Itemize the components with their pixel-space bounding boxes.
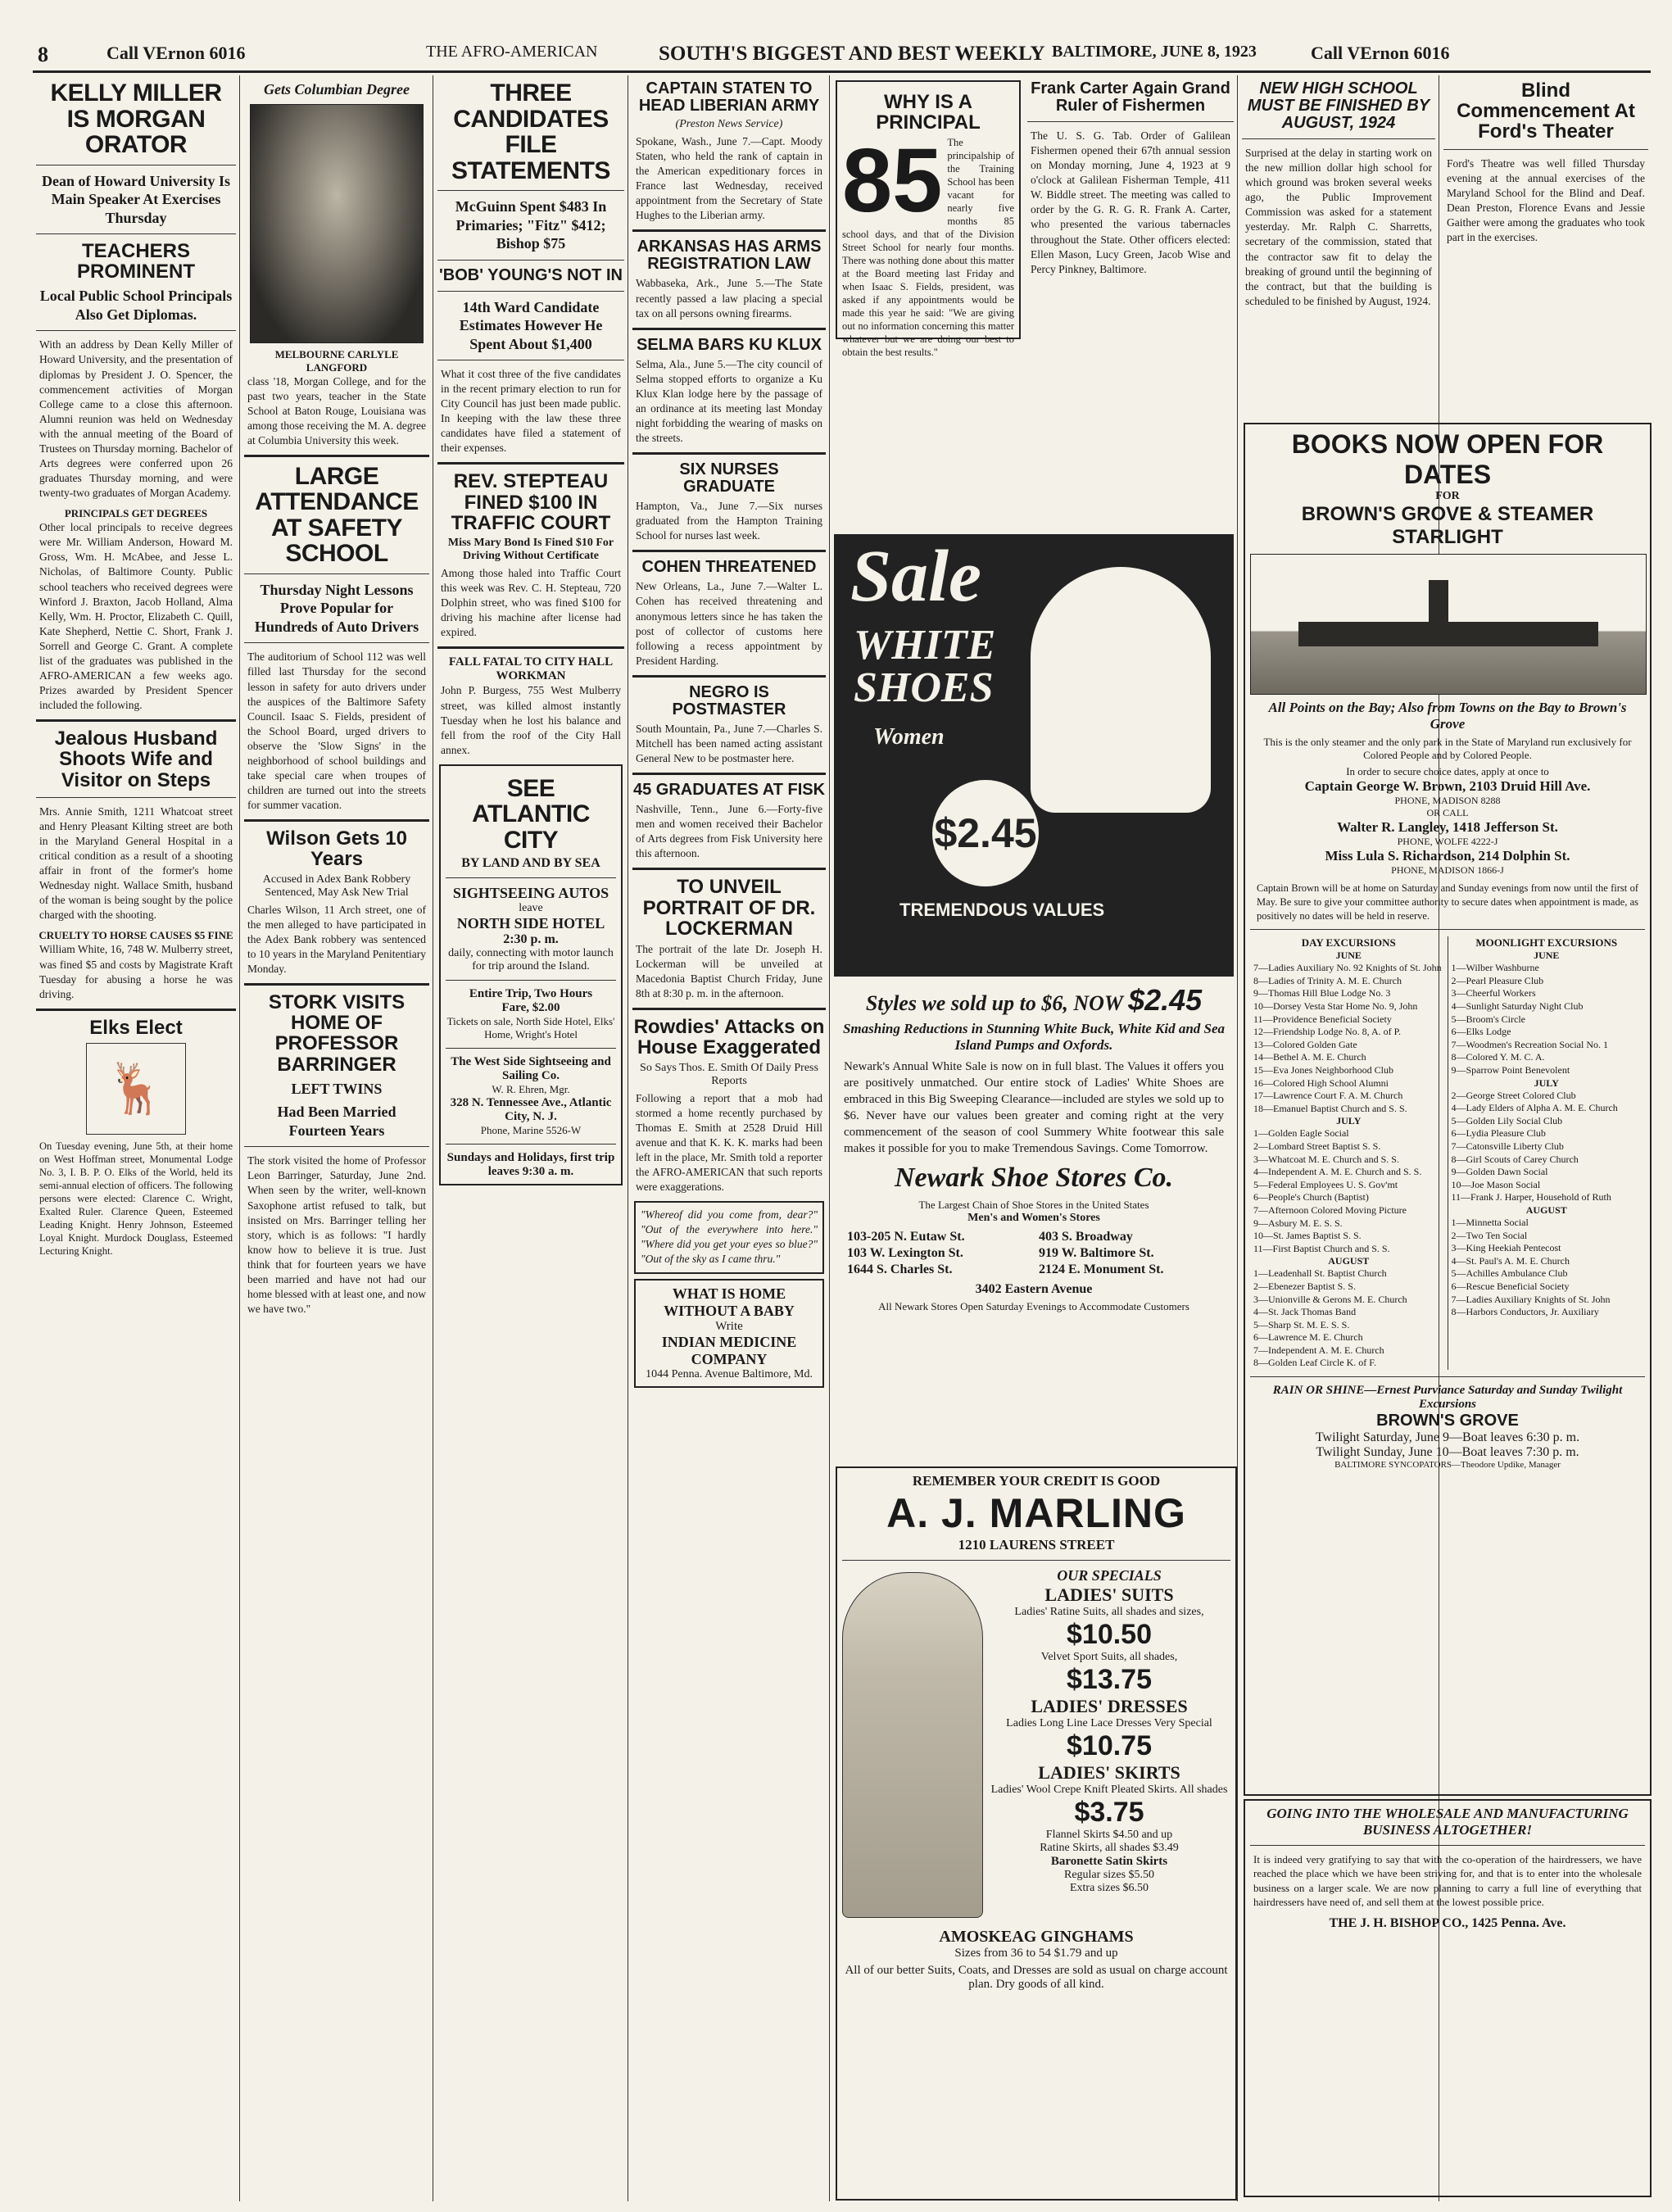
- column-rule: [1237, 75, 1238, 2201]
- home-address: 1044 Penna. Avenue Baltimore, Md.: [646, 1367, 813, 1380]
- day-june-list: [1253, 962, 1444, 1115]
- store-location-eastern: 3402 Eastern Avenue: [975, 1281, 1093, 1296]
- contact-langley: Walter R. Langley, 1418 Jefferson St.: [1337, 819, 1558, 835]
- day-excursions-head: DAY EXCURSIONS: [1301, 936, 1396, 950]
- excursion-entry: 4—St. Jack Thomas Band: [1253, 1306, 1357, 1318]
- moon-june-list: [1452, 962, 1643, 1077]
- dateline: BALTIMORE, JUNE 8, 1923: [1052, 43, 1257, 61]
- marling-price-skirts: $3.75: [1074, 1797, 1144, 1828]
- excursion-entry: 2—Lombard Street Baptist S. S.: [1253, 1140, 1381, 1152]
- store-location: 103 W. Lexington St.: [847, 1245, 963, 1260]
- husband-article: Mrs. Annie Smith, 1211 Whatcoat street and Henry Pleasant Kilting street are both in the Maryland General Hospital in a critical condition as a result of a shooting affair in front of the former's home Wednesday night. Wallace Smith, husband of the woman is being sought by the police charged with the shooting.: [39, 805, 233, 922]
- rain-grove: BROWN'S GROVE: [1376, 1412, 1519, 1430]
- books-secure: In order to secure choice dates, apply at once to: [1346, 765, 1549, 777]
- kelly-headline: KELLY MILLER IS MORGAN ORATOR: [50, 79, 222, 158]
- stork-headline: STORK VISITS HOME OF PROFESSOR BARRINGER: [268, 991, 406, 1076]
- shoe-reductions: Smashing Reductions in Stunning White Buck, White Kid and Sea Island Pumps and Oxfords.: [842, 1021, 1226, 1053]
- column-4: [632, 75, 826, 2205]
- shoe-chain-note: The Largest Chain of Shoe Stores in the United States: [918, 1198, 1149, 1211]
- three-candidates-subhead: McGuinn Spent $483 In Primaries; "Fitz" $412; Bishop $75: [455, 198, 607, 252]
- browns-grove-ad: [1244, 423, 1652, 1796]
- marling-sizes: Sizes from 36 to 54 $1.79 and up: [954, 1947, 1118, 1960]
- excursion-entry: 5—Achilles Ambulance Club: [1451, 1267, 1568, 1280]
- column-2: [244, 75, 429, 2205]
- elk-emblem-icon: 🦌: [86, 1043, 186, 1135]
- langford-portrait: [250, 104, 424, 343]
- stepteau-article: Among those haled into Traffic Court this week was Rev. C. H. Stepteau, 720 Dolphin street, who was fined $100 for driving his machine after license had expired.: [441, 567, 621, 639]
- shoe-styles-tag: [834, 983, 1234, 1018]
- excursion-entry: 8—Colored Y. M. C. A.: [1451, 1051, 1545, 1063]
- sightseeing-autos: SIGHTSEEING AUTOS: [452, 885, 609, 902]
- contact-brown: Captain George W. Brown, 2103 Druid Hill Ave.: [1304, 778, 1591, 794]
- blind-commencement-headline: Blind Commencement At Ford's Theater: [1457, 79, 1635, 143]
- page-number: 8: [38, 43, 48, 66]
- safety-article: The auditorium of School 112 was well filled last Thursday for the second lesson in safety for auto drivers under the auspices of the Baltimore Safety Council. Isaac S. Fields, president of the School Board, urged drivers to observe the 'Slow Signs' in the neighborhood of school buildings and take special care when troupes of children are turned out into the streets for summer vacation.: [247, 650, 426, 812]
- excursion-entry: 6—Elks Lodge: [1451, 1026, 1511, 1038]
- arkansas-article: Wabbaseka, Ark., June 5.—The State recently passed a law placing a special tax on all persons owning firearms.: [636, 277, 822, 320]
- newark-store-name: Newark Shoe Stores Co.: [894, 1162, 1174, 1193]
- new-high-school-article: Surprised at the delay in starting work on the new million dollar high school for which ground was broken several weeks ago, the Public Improvement Commission was asked for a statement yesterday. Mr. Ralph C. Sharretts, secretary of the commission, stated that the contractor saw fit to delay the breaking of ground until the beginning of the contract, but that the building is scheduled to be finished by August, 1924.: [1245, 147, 1432, 307]
- browns-grove-name: BROWN'S GROVE & STEAMER STARLIGHT: [1301, 503, 1594, 548]
- excursion-entry: 1—Minnetta Social: [1451, 1216, 1529, 1228]
- contact-richardson: Miss Lula S. Richardson, 214 Dolphin St.: [1325, 848, 1570, 863]
- excursion-entry: 9—Sparrow Point Benevolent: [1451, 1064, 1570, 1076]
- selma-headline: SELMA BARS KU KLUX: [637, 335, 822, 354]
- excursion-entry: 3—Cheerful Workers: [1451, 987, 1536, 999]
- stork-subhead-married: Had Been Married Fourteen Years: [277, 1104, 396, 1139]
- phone-right: Call VErnon 6016: [1311, 43, 1450, 63]
- home-write: Write: [715, 1319, 743, 1333]
- three-candidates-headline: THREE CANDIDATES FILE STATEMENTS: [451, 79, 610, 184]
- day-july-head: JULY: [1336, 1115, 1362, 1127]
- bishop-firm: THE J. H. BISHOP CO., 1425 Penna. Ave.: [1329, 1915, 1566, 1930]
- cruelty-article: William White, 16, 748 W. Mulberry street, was fined $5 and costs by Magistrate Kraft Tuesday for abusing a horse he was driving.: [39, 943, 233, 1000]
- poem-box: [634, 1201, 824, 1273]
- stork-article: The stork visited the home of Professor Leon Barringer, Saturday, June 2nd. When seen by the writer, well-known Saxophone artist refused to talk, but insisted on Mrs. Barringer telling her story, which is as follows: "I hardly know how to believe it is true. Just think that for fourteen years we have been married and have not had our home blessed with at least one, and now we have two.": [247, 1154, 426, 1316]
- moon-august-list: [1452, 1217, 1643, 1319]
- young-headline: 'BOB' YOUNG'S NOT IN: [439, 265, 623, 284]
- excursion-entry: 10—St. James Baptist S. S.: [1253, 1230, 1362, 1242]
- marling-baronette: Baronette Satin Skirts: [1050, 1855, 1168, 1868]
- excursion-entry: 11—Frank J. Harper, Household of Ruth: [1451, 1191, 1611, 1203]
- marling-skirts: LADIES' SKIRTS: [1038, 1762, 1180, 1783]
- marling-suits-desc: Ladies' Ratine Suits, all shades and sizes,: [1014, 1606, 1204, 1618]
- shoe-women-word: Women: [873, 724, 945, 750]
- contact-langley-phone: PHONE, WOLFE 4222-J: [1397, 836, 1498, 847]
- fashion-illustration: [842, 1572, 983, 1918]
- kelly-article: With an address by Dean Kelly Miller of Howard University, and the presentation of diplomas by President J. O. Spencer, the commencement activities of Morgan College came to a close this afternoon. Alumni reunion was held on Wednesday with the annual meeting of the Board of Trustees on Thursday morning. Bachelor of Arts degrees were conferred upon 26 graduates Thursday morning, and were twenty-two graduates of Morgan Academy.: [39, 338, 233, 500]
- shoe-price-badge: $2.45: [932, 780, 1039, 886]
- marling-skirts-desc: Ladies' Wool Crepe Knift Pleated Skirts. All shades: [990, 1784, 1228, 1796]
- bishop-ad: [1244, 1799, 1652, 2197]
- books-headline: BOOKS NOW OPEN FOR DATES: [1291, 429, 1604, 489]
- tickets-on-sale: Tickets on sale, North Side Hotel, Elks' Home, Wright's Hotel: [446, 1015, 615, 1041]
- marling-specials: OUR SPECIALS: [1057, 1567, 1162, 1584]
- excursion-entry: 2—George Street Colored Club: [1451, 1089, 1576, 1101]
- kelly-subhead: Dean of Howard University Is Main Speaker At Exercises Thursday: [42, 172, 230, 226]
- safety-headline: LARGE ATTENDANCE AT SAFETY SCHOOL: [255, 462, 419, 568]
- captain-staten-headline: CAPTAIN STATEN TO HEAD LIBERIAN ARMY: [638, 79, 820, 115]
- marling-price-velvet: $13.75: [1067, 1664, 1152, 1695]
- excursion-entry: 9—Asbury M. E. S. S.: [1253, 1217, 1343, 1229]
- cruelty-headline: CRUELTY TO HORSE CAUSES $5 FINE: [39, 929, 233, 942]
- books-for: FOR: [1435, 490, 1460, 502]
- day-july-list: [1253, 1127, 1444, 1255]
- safety-subhead: Thursday Night Lessons Prove Popular for Hundreds of Auto Drivers: [254, 581, 419, 635]
- excursion-entry: 5—Broom's Circle: [1451, 1013, 1525, 1025]
- books-description: This is the only steamer and the only park in the State of Maryland run exclusively for Colored People and by Colored People.: [1263, 736, 1632, 761]
- principals-article: Other local principals to receive degrees were Mr. William Anderson, Howard M. Gross, Wm. H. McAbee, and Jesse L. Nicholas, of Baltimore County. Public school teachers who received degrees were Winford J. Braxton, Jacob Holland, Alma Kelly, Wm. H. Proctor, Elizabeth C. Quill, Kate Shepherd, Nettie C. Short, Frank J. Sorrell and George C. Grant. A complete list of the graduates was published in the AFRO-AMERICAN a few weeks ago. Prizes awarded by President Spencer included the following.: [39, 521, 233, 712]
- excursion-entry: 9—Golden Dawn Social: [1451, 1166, 1548, 1178]
- excursion-entry: 6—Rescue Beneficial Society: [1451, 1280, 1570, 1292]
- marling-flannel: Flannel Skirts $4.50 and up: [1045, 1829, 1173, 1841]
- shoe-tag-price: $2.45: [1128, 983, 1203, 1017]
- day-june-head: JUNE: [1335, 950, 1362, 962]
- excursion-entry: 1—Wilber Washburne: [1451, 962, 1539, 974]
- why-principal-box: [836, 80, 1021, 359]
- column-7: [1242, 75, 1435, 419]
- rain-or-shine: RAIN OR SHINE—Ernest Purviance Saturday and Sunday Twilight Excursions: [1272, 1384, 1623, 1412]
- excursion-entry: 9—Thomas Hill Blue Lodge No. 3: [1253, 987, 1391, 999]
- principals-headline: PRINCIPALS GET DEGREES: [64, 507, 208, 520]
- langford-article: class '18, Morgan College, and for the past two years, teacher in the State School at Baton Rouge, Louisiana was among those receiving the M. A. degree at Columbia University this week.: [247, 374, 426, 446]
- masthead: [33, 38, 1651, 73]
- excursion-entry: 11—First Baptist Church and S. S.: [1253, 1242, 1390, 1254]
- excursion-entry: 7—Woodmen's Recreation Social No. 1: [1451, 1038, 1608, 1050]
- unveil-headline: TO UNVEIL PORTRAIT OF DR. LOCKERMAN: [642, 876, 816, 940]
- entire-trip: Entire Trip, Two Hours: [469, 987, 593, 1001]
- captain-brown-note: Captain Brown will be at home on Saturday and Sunday evenings from now until the first of May. Be sure to give your committee authority to secure dates when appointment is made, as positively no dates will be held in reserve.: [1257, 882, 1638, 922]
- column-1: [36, 75, 236, 2205]
- excursion-entry: 16—Colored High School Alumni: [1253, 1077, 1389, 1089]
- sightseeing-company: The West Side Sightseeing and Sailing Co.: [451, 1055, 611, 1083]
- tremendous-values: TREMENDOUS VALUES: [899, 900, 1105, 920]
- excursion-entry: 6—Lydia Pleasure Club: [1451, 1127, 1546, 1140]
- shoe-ad-body: Newark's Annual White Sale is now on in full blast. The Values it offers you are positively unmatched. Our entire stock of Ladies' White Shoes are embraced in this Big Sweeping Clearance—included are styles we sold up to $6. Never have our values been greater and coming right at the very commencement of the season of cool Summery White footwear this sale makes it possible for you to make Tremendous Savings. Come Tomorrow.: [844, 1060, 1224, 1156]
- indian-medicine-ad: [634, 1279, 824, 1388]
- wilson-subhead: Accused in Adex Bank Robbery Sentenced, May Ask New Trial: [262, 873, 411, 899]
- nurses-article: Hampton, Va., June 7.—Six nurses graduated from the Hampton Training School for nurses last week.: [636, 500, 822, 542]
- fall-article: John P. Burgess, 755 West Mulberry street, was killed almost instantly Tuesday when he lost his balance and fell from the roof of the City Hall annex.: [441, 684, 621, 756]
- newark-shoe-ad: [834, 534, 1234, 1453]
- white-shoe-icon: [1031, 567, 1211, 813]
- marling-dresses-desc: Ladies Long Line Lace Dresses Very Special: [1006, 1717, 1212, 1729]
- excursion-entry: 2—Ebenezer Baptist S. S.: [1253, 1280, 1356, 1292]
- company-address: 328 N. Tennessee Ave., Atlantic City, N. J.: [450, 1096, 612, 1124]
- paper-name: THE AFRO-AMERICAN: [426, 43, 598, 61]
- excursion-entry: 5—Golden Lily Social Club: [1451, 1114, 1563, 1126]
- shoe-men-women: Men's and Women's Stores: [967, 1211, 1100, 1224]
- why-principal-article: The principalship of the Training School has been vacant for nearly five months 85 school days, and that of the Division Street School for nearly four months. There was nothing done about this matter at the Board meeting last Friday and when Isaac S. Fields, president, was asked if any appointments would be made this year he said: "We are giving out no information concerning this matter whatever but we are doing our best to obtain the best results.": [842, 137, 1014, 359]
- excursion-entry: 6—People's Church (Baptist): [1253, 1191, 1369, 1203]
- shoe-tag-text: Styles we sold up to $6, NOW: [865, 991, 1123, 1015]
- fare: Fare, $2.00: [501, 1001, 560, 1015]
- excursion-entry: 8—Golden Leaf Circle K. of F.: [1253, 1357, 1376, 1369]
- marling-suits: LADIES' SUITS: [1044, 1584, 1174, 1605]
- frank-carter-article: The U. S. G. Tab. Order of Galilean Fishermen opened their 67th annual session on Monday morning, June 4, 1923 at 9 o'clock at Galilean Fisherman Temple, 411 W. Biddle street. The meeting was called to order by the G. R. G. R. Frank A. Carter, who presented the various tabernacles throughout the State. Other officers elected: Ellen Mason, Lucy Green, Jacob Wise and Percy Pinkney, Baltimore.: [1031, 129, 1230, 275]
- young-subhead: 14th Ward Candidate Estimates However He Spent About $1,400: [459, 298, 603, 352]
- fisk-headline: 45 GRADUATES AT FISK: [632, 781, 826, 800]
- elks-headline: Elks Elect: [89, 1016, 183, 1039]
- excursion-entry: 7—Independent A. M. E. Church: [1253, 1344, 1384, 1356]
- store-locations: [847, 1230, 1221, 1277]
- excursion-entry: 7—Afternoon Colored Moving Picture: [1253, 1203, 1407, 1216]
- moon-august-head: AUGUST: [1525, 1203, 1567, 1216]
- company-manager: W. R. Ehren, Mgr.: [492, 1083, 570, 1096]
- slogan: SOUTH'S BIGGEST AND BEST WEEKLY: [659, 43, 1045, 65]
- moonlight-head: MOONLIGHT EXCURSIONS: [1475, 936, 1618, 950]
- excursion-entry: 12—Friendship Lodge No. 8, A. of P.: [1253, 1026, 1401, 1038]
- moon-july-head: JULY: [1534, 1077, 1559, 1089]
- atlantic-city-by-land: BY LAND AND BY SEA: [461, 856, 600, 871]
- wilson-article: Charles Wilson, 11 Arch street, one of the men alleged to have participated in the Adex Bank robbery was sentenced to 10 years in the Maryland Penitentiary Monday.: [247, 903, 426, 975]
- store-location: 103-205 N. Eutaw St.: [847, 1229, 965, 1244]
- leave-label: leave: [519, 902, 543, 915]
- moon-june-head: JUNE: [1534, 950, 1560, 962]
- poem-text: "Whereof did you come from, dear?" "Out of the everywhere into here." "Where did you get your eyes so blue?" "Out of the sky as I came thru.": [641, 1208, 818, 1266]
- cohen-article: New Orleans, La., June 7.—Walter L. Cohen has received threatening and anonymous letters since he has taken the post of collector of customs here following a recess appointment by President Harding.: [636, 580, 822, 667]
- company-phone: Phone, Marine 5526-W: [480, 1124, 582, 1137]
- bishop-body: It is indeed very gratifying to say that with the co-operation of the hairdressers, we have reached the place which we have been striving for, and that is to enter into the wholesale business on a larger scale. We are now planning to carry a full line of everything that hairdressers have need of, and sell them at the lowest possible price.: [1253, 1853, 1642, 1909]
- contact-richardson-phone: PHONE, MADISON 1866-J: [1391, 864, 1504, 876]
- marling-ad: [836, 1466, 1237, 2201]
- store-location: 1644 S. Charles St.: [847, 1262, 953, 1276]
- excursion-entry: 2—Two Ten Social: [1451, 1229, 1528, 1241]
- excursion-entry: 14—Bethel A. M. E. Church: [1253, 1051, 1366, 1063]
- fisk-article: Nashville, Tenn., June 6.—Forty-five men and women received their Bachelor of Arts degrees from Fisk University here this afternoon.: [636, 803, 822, 860]
- excursion-entry: 17—Lawrence Court F. A. M. Church: [1253, 1090, 1403, 1102]
- moonlight-excursions-list: [1448, 936, 1646, 1370]
- shoe-ad-banner: [834, 534, 1234, 977]
- marling-name: A. J. MARLING: [886, 1490, 1186, 1536]
- new-high-school-headline: NEW HIGH SCHOOL MUST BE FINISHED BY AUGUST, 1924: [1247, 79, 1430, 132]
- day-excursions-list: [1250, 936, 1448, 1370]
- excursion-entry: 4—Sunlight Saturday Night Club: [1451, 1000, 1584, 1013]
- excursion-entry: 18—Emanuel Baptist Church and S. S.: [1253, 1102, 1407, 1114]
- home-company: INDIAN MEDICINE COMPANY: [661, 1333, 797, 1367]
- column-rule: [239, 75, 240, 2201]
- excursion-entry: 15—Eva Jones Neighborhood Club: [1253, 1064, 1393, 1076]
- husband-headline: Jealous Husband Shoots Wife and Visitor on Steps: [54, 728, 218, 791]
- cohen-headline: COHEN THREATENED: [641, 558, 817, 577]
- fall-headline: FALL FATAL TO CITY HALL WORKMAN: [448, 655, 614, 683]
- excursion-entry: 8—Girl Scouts of Carey Church: [1451, 1153, 1579, 1165]
- nurses-headline: SIX NURSES GRADUATE: [679, 460, 779, 496]
- why-principal-number: 85: [842, 130, 943, 232]
- rowdies-subhead: So Says Thos. E. Smith Of Daily Press Reports: [640, 1061, 818, 1087]
- marling-dresses: LADIES' DRESSES: [1031, 1696, 1188, 1716]
- excursion-entry: 6—Lawrence M. E. Church: [1253, 1331, 1363, 1344]
- excursion-entry: 1—Leadenhall St. Baptist Church: [1253, 1267, 1387, 1280]
- excursion-entry: 7—Ladies Auxiliary Knights of St. John: [1451, 1293, 1611, 1305]
- atlantic-city-headline: SEE ATLANTIC CITY: [472, 774, 590, 854]
- shoe-white-word: WHITE SHOES: [854, 622, 996, 711]
- selma-article: Selma, Ala., June 5.—The city council of Selma stopped efforts to organize a Ku Klux Klan lodge here by the passage of an ordinance at its meeting last Monday night forbidding the wearing of masks on the streets.: [636, 357, 822, 445]
- books-points: All Points on the Bay; Also from Towns on the Bay to Brown's Grove: [1268, 700, 1627, 732]
- excursion-entry: 4—Independent A. M. E. Church and S. S.: [1253, 1166, 1422, 1178]
- contact-brown-phone: PHONE, MADISON 8288: [1394, 795, 1501, 806]
- column-8: [1443, 75, 1648, 419]
- marling-price-suits: $10.50: [1067, 1619, 1152, 1650]
- marling-velvet: Velvet Sport Suits, all shades,: [1040, 1651, 1178, 1663]
- twilight-note: BALTIMORE SYNCOPATORS—Theodore Updike, Manager: [1334, 1460, 1561, 1471]
- excursion-entry: 8—Ladies of Trinity A. M. E. Church: [1253, 974, 1402, 986]
- arkansas-headline: ARKANSAS HAS ARMS REGISTRATION LAW: [637, 238, 822, 274]
- home-headline: WHAT IS HOME WITHOUT A BABY: [664, 1285, 795, 1319]
- gets-degree-headline: Gets Columbian Degree: [264, 81, 410, 97]
- day-august-list: [1253, 1267, 1444, 1370]
- store-location: 919 W. Baltimore St.: [1039, 1245, 1154, 1260]
- negro-postmaster-headline: NEGRO IS POSTMASTER: [672, 682, 786, 718]
- store-location: 2124 E. Monument St.: [1039, 1262, 1164, 1276]
- captain-byline: (Preston News Service): [675, 118, 783, 130]
- marling-regular: Regular sizes $5.50: [1063, 1869, 1155, 1881]
- store-location: 403 S. Broadway: [1039, 1229, 1133, 1244]
- marling-extra: Extra sizes $6.50: [1069, 1882, 1149, 1894]
- marling-credit-note: All of our better Suits, Coats, and Dresses are sold as usual on charge account plan. Dry goods of all kind.: [845, 1964, 1228, 1991]
- excursion-entry: 5—Federal Employees U. S. Gov'mt: [1253, 1178, 1398, 1190]
- blind-commencement-article: Ford's Theatre was well filled Thursday evening at the annual exercises of the Maryland School for the Blind and Deaf. Dean Preston, Florence Evans and Jessie Gaither were among the graduates who took part in the exercises.: [1447, 156, 1645, 243]
- rowdies-article: Following a report that a mob had stormed a home recently purchased by Thomas E. Smith at 2528 Druid Hill avenue and that K. K. K. marks had been left in the place, Mr. Smith told a reporter the AFRO-AMERICAN that such reports were exaggerations.: [636, 1091, 822, 1194]
- column-3: [437, 75, 624, 2205]
- excursion-entry: 11—Providence Beneficial Society: [1253, 1013, 1392, 1025]
- shoe-evening-note: All Newark Stores Open Saturday Evenings to Accommodate Customers: [878, 1299, 1189, 1312]
- daily-trip: daily, connecting with motor launch for trip around the Island.: [448, 947, 614, 973]
- excursion-entry: 8—Harbors Conductors, Jr. Auxiliary: [1451, 1306, 1599, 1318]
- excursion-entry: 5—Sharp St. M. E. S. S.: [1253, 1318, 1350, 1330]
- marling-ratine: Ratine Skirts, all shades $3.49: [1040, 1842, 1179, 1854]
- excursion-entry: 1—Golden Eagle Social: [1253, 1127, 1349, 1140]
- excursion-entry: 3—Whatcoat M. E. Church and S. S.: [1253, 1153, 1399, 1165]
- rowdies-headline: Rowdies' Attacks on House Exaggerated: [633, 1016, 825, 1059]
- or-call: OR CALL: [1426, 807, 1469, 818]
- shoe-sale-word: Sale: [850, 536, 982, 617]
- excursion-entry: 10—Joe Mason Social: [1451, 1178, 1541, 1190]
- negro-postmaster-article: South Mountain, Pa., June 7.—Charles S. Mitchell has been named acting assistant General New to be postmaster here.: [636, 722, 822, 765]
- excursion-entry: 4—Lady Elders of Alpha A. M. E. Church: [1451, 1102, 1618, 1114]
- three-candidates-article: What it cost three of the five candidates in the recent primary election to run for City Council has just been made public. In keeping with the law these three candidates have filed a statement of their expenses.: [441, 368, 621, 455]
- twilight-sunday: Twilight Sunday, June 10—Boat leaves 7:30 p. m.: [1316, 1445, 1579, 1460]
- excursion-entry: 7—Catonsville Liberty Club: [1451, 1140, 1564, 1152]
- stepteau-subhead: Miss Mary Bond Is Fined $10 For Driving Without Certificate: [447, 537, 614, 563]
- unveil-article: The portrait of the late Dr. Joseph H. Lockerman will be unveiled at Macedonia Baptist Church Friday, June 8th at 8:30 p. m. in the afternoon.: [636, 942, 822, 1000]
- excursion-entry: 3—King Heekiah Pentecost: [1451, 1242, 1561, 1254]
- atlantic-city-ad: [439, 764, 623, 1186]
- marling-price-dresses: $10.75: [1067, 1730, 1152, 1761]
- steamer-starlight-illustration: [1250, 554, 1647, 695]
- portrait-caption: MELBOURNE CARLYLE LANGFORD: [274, 347, 399, 374]
- excursion-entry: 13—Colored Golden Gate: [1253, 1038, 1357, 1050]
- marling-credit: REMEMBER YOUR CREDIT IS GOOD: [912, 1473, 1161, 1489]
- excursion-entry: 10—Dorsey Vesta Star Home No. 9, John: [1253, 1000, 1418, 1013]
- wilson-headline: Wilson Gets 10 Years: [266, 827, 407, 871]
- excursion-entry: 7—Ladies Auxiliary No. 92 Knights of St. John: [1253, 962, 1442, 974]
- marling-address: 1210 LAURENS STREET: [958, 1537, 1115, 1552]
- excursion-entry: 4—St. Paul's A. M. E. Church: [1451, 1254, 1570, 1267]
- excursion-entry: 2—Pearl Pleasure Club: [1451, 974, 1544, 986]
- moon-july-list: [1452, 1090, 1643, 1204]
- why-principal-headline: WHY IS A PRINCIPAL: [876, 91, 981, 134]
- departure-time: 2:30 p. m.: [503, 932, 559, 947]
- captain-article: Spokane, Wash., June 7.—Capt. Moody Staten, who held the rank of captain in the American expeditionary forces in France last Wednesday, received appointment from the Secretary of State Hughes to the Liberian army.: [636, 135, 822, 222]
- stork-subhead-twins: LEFT TWINS: [291, 1080, 383, 1097]
- sunday-trips: Sundays and Holidays, first trip leaves 9:30 a. m.: [446, 1151, 615, 1179]
- marling-amoskeag: AMOSKEAG GINGHAMS: [939, 1928, 1134, 1946]
- excursion-entry: 3—Unionville & Gerons M. E. Church: [1253, 1293, 1407, 1305]
- elks-article: On Tuesday evening, June 5th, at their home on West Hoffman street, Monumental Lodge No. 3, I. B. P. O. Elks of the World, held its semi-annual election of officers. The following persons were elected: Clarence C. Wright, Exalted Ruler. Clarence Queen, Esteemed Leading Knight. Henry Johnson, Esteemed Loyal Knight. Murdock Douglass, Esteemed Lecturing Knight.: [39, 1140, 233, 1257]
- teachers-headline: TEACHERS PROMINENT: [77, 240, 195, 283]
- phone-left: Call VErnon 6016: [106, 43, 246, 63]
- teachers-subhead: Local Public School Principals Also Get Diplomas.: [39, 288, 233, 323]
- north-side-hotel: NORTH SIDE HOTEL: [456, 915, 605, 932]
- stepteau-headline: REV. STEPTEAU FINED $100 IN TRAFFIC COURT: [451, 470, 611, 534]
- day-august-head: AUGUST: [1328, 1255, 1370, 1267]
- twilight-saturday: Twilight Saturday, June 9—Boat leaves 6:30 p. m.: [1315, 1430, 1580, 1445]
- bishop-headline: GOING INTO THE WHOLESALE AND MANUFACTURING BUSINESS ALTOGETHER!: [1266, 1806, 1629, 1838]
- frank-carter-headline: Frank Carter Again Grand Ruler of Fishermen: [1031, 79, 1230, 115]
- column-rule: [829, 75, 830, 2201]
